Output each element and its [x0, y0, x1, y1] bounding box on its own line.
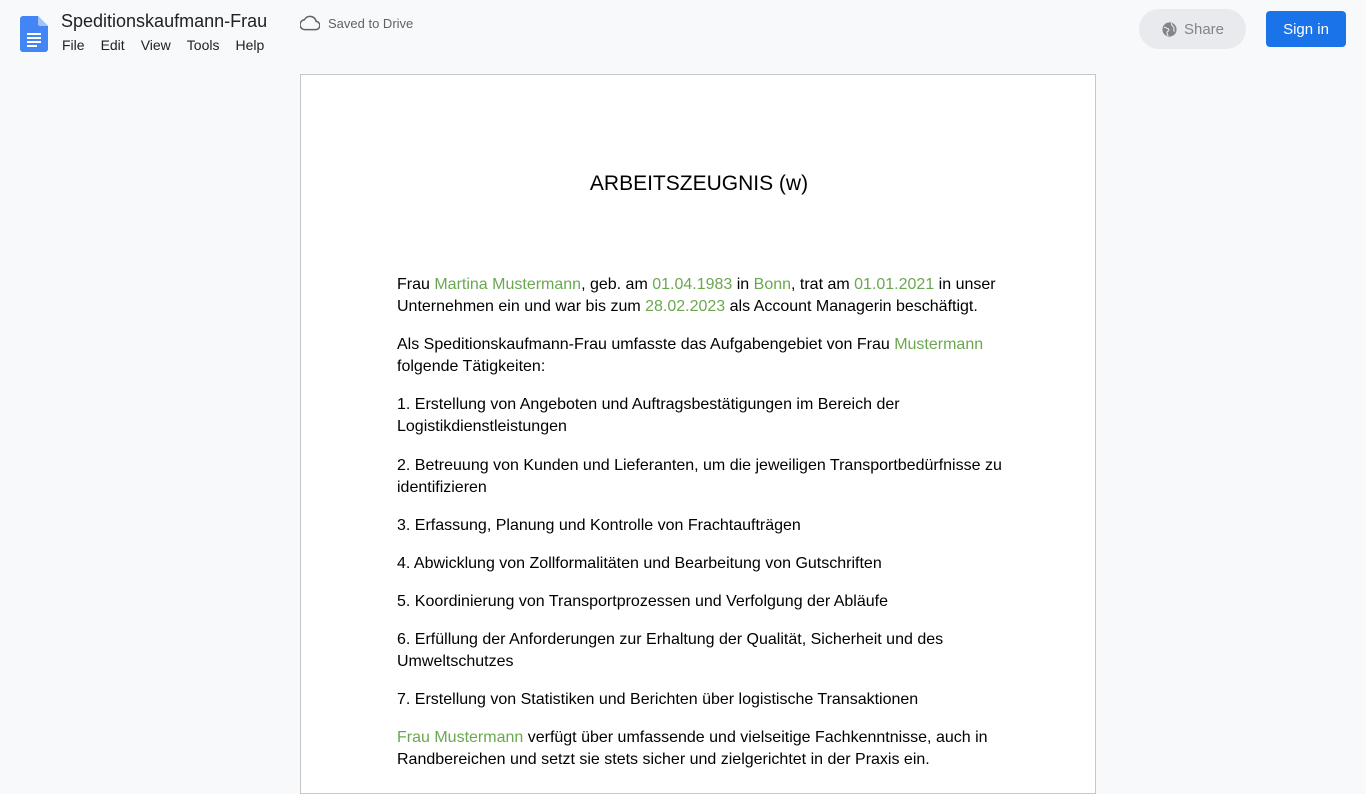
- document-heading: ARBEITSZEUGNIS (w): [589, 172, 809, 195]
- task-item: 3. Erfassung, Planung und Kontrolle von Frachtaufträgen: [397, 517, 801, 534]
- top-bar: [0, 0, 1366, 64]
- google-docs-icon[interactable]: [20, 16, 48, 52]
- tasks-intro-paragraph: [397, 334, 1007, 378]
- document-page: [300, 74, 1096, 794]
- save-status[interactable]: [300, 14, 413, 32]
- globe-icon: [1161, 21, 1178, 38]
- text-span: als Account Managerin beschäftigt.: [725, 298, 978, 315]
- placeholder-birth-date: 01.04.1983: [652, 276, 733, 293]
- menu-bar: [54, 36, 272, 58]
- placeholder-surname: Mustermann: [894, 336, 984, 353]
- text-span: in: [732, 276, 754, 293]
- text-span: Als Speditionskaufmann-Frau umfasste das Aufgabengebiet von Frau: [397, 336, 895, 353]
- text-span: , geb. am: [581, 276, 653, 293]
- task-item: 7. Erstellung von Statistiken und Berichten über logistische Transaktionen: [397, 691, 919, 708]
- placeholder-full-name: Frau Mustermann: [397, 729, 524, 746]
- task-item: 2. Betreuung von Kunden und Lieferanten, um die jeweiligen Transportbedürfnisse zu identifizieren: [397, 457, 1002, 496]
- document-body: [397, 274, 1007, 787]
- placeholder-end-date: 28.02.2023: [645, 298, 726, 315]
- task-item: 5. Koordinierung von Transportprozessen und Verfolgung der Abläufe: [397, 593, 888, 610]
- intro-paragraph: [397, 274, 1007, 318]
- task-item: 4. Abwicklung von Zollformalitäten und Bearbeitung von Gutschriften: [397, 555, 882, 572]
- text-span: folgende Tätigkeiten:: [397, 358, 546, 375]
- menu-tools[interactable]: Tools: [186, 37, 220, 53]
- skills-paragraph: [397, 727, 1007, 771]
- save-status-label: Saved to Drive: [328, 15, 414, 31]
- text-span: Frau: [397, 276, 435, 293]
- placeholder-start-date: 01.01.2021: [854, 276, 935, 293]
- document-title[interactable]: Speditionskaufmann-Frau: [61, 11, 268, 31]
- sign-in-button[interactable]: Sign in: [1266, 11, 1346, 47]
- share-button-label: Share: [1183, 20, 1225, 38]
- menu-edit[interactable]: Edit: [100, 37, 125, 53]
- placeholder-city: Bonn: [753, 276, 792, 293]
- text-span: verfügt über umfassende und vielseitige Fachkenntnisse, auch in Randbereichen und setzt sie stets sicher und zielgerichtet in der Praxis ein.: [397, 729, 988, 768]
- text-span: in unser Unternehmen ein und war bis zum: [397, 276, 996, 315]
- menu-file[interactable]: File: [62, 37, 85, 53]
- menu-view[interactable]: View: [140, 37, 171, 53]
- task-item: 6. Erfüllung der Anforderungen zur Erhaltung der Qualität, Sicherheit und des Umweltschutzes: [397, 631, 944, 670]
- cloud-done-icon: [300, 14, 320, 32]
- share-button[interactable]: [1139, 9, 1246, 49]
- placeholder-name: Martina Mustermann: [434, 276, 582, 293]
- text-span: , trat am: [791, 276, 855, 293]
- task-item: 1. Erstellung von Angeboten und Auftragsbestätigungen im Bereich der Logistikdienstleistungen: [397, 396, 900, 435]
- menu-help[interactable]: Help: [235, 37, 265, 53]
